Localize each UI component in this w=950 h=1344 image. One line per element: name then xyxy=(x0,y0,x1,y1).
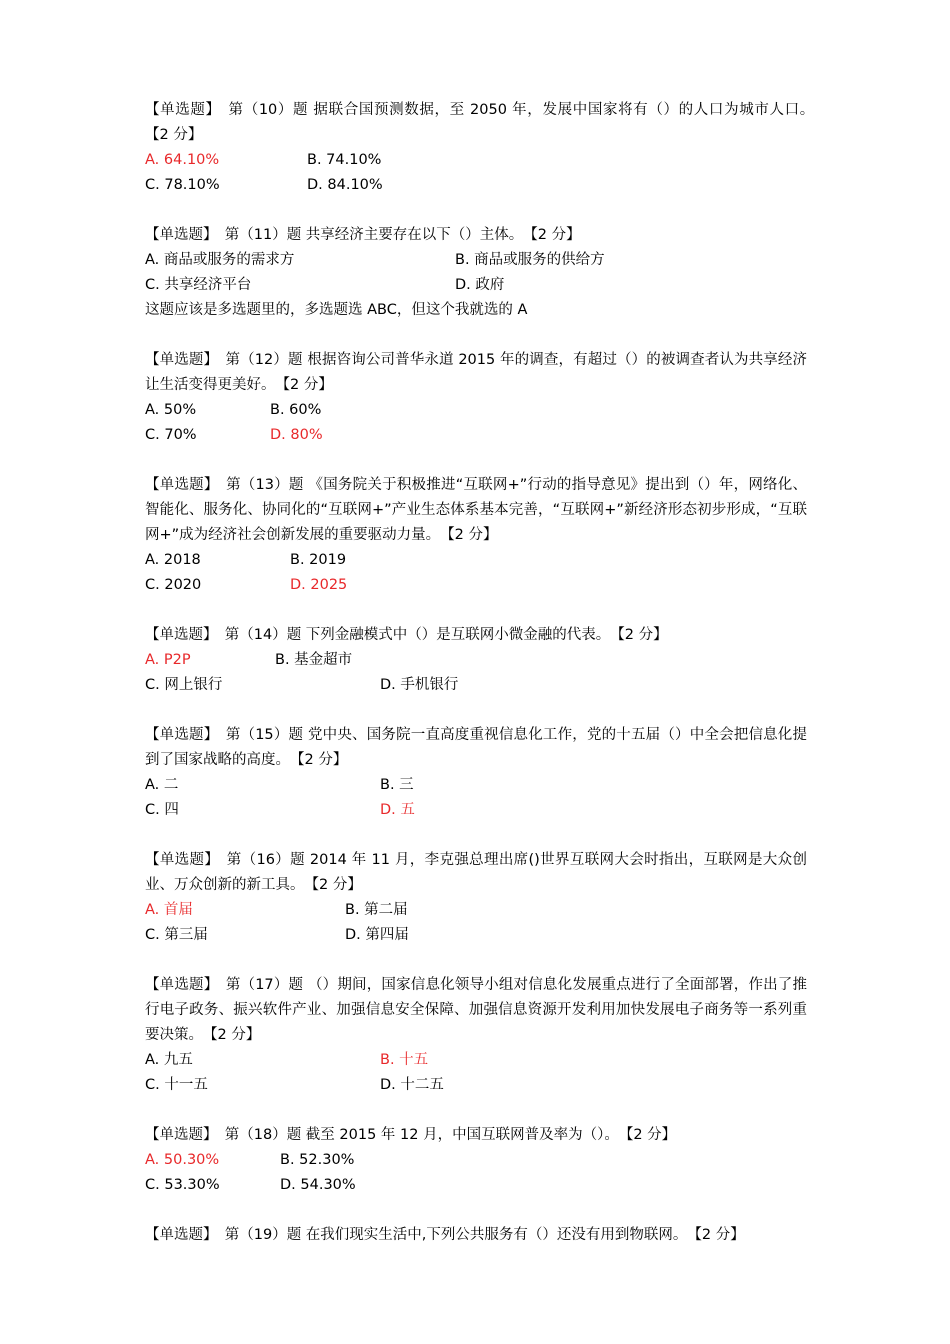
option-row xyxy=(145,798,807,823)
option-b: B. 52.30% xyxy=(280,1152,355,1168)
option-b: B. 十五 xyxy=(380,1052,429,1068)
question-stem: 【单选题】 第（16）题 2014 年 11 月，李克强总理出席()世界互联网大会时指出，互联网是大众创业、万众创新的新工具。 【2 分】 xyxy=(145,852,807,893)
option-d: D. 手机银行 xyxy=(380,677,459,693)
question-stem: 【单选题】 第（14）题 下列金融模式中（）是互联网小微金融的代表。 【2 分】 xyxy=(145,627,668,643)
option-d: D. 54.30% xyxy=(280,1177,356,1193)
option-a: A. 50% xyxy=(145,402,197,418)
option-row xyxy=(145,898,807,923)
option-row xyxy=(145,398,807,423)
option-row xyxy=(145,648,807,673)
option-row xyxy=(145,173,807,198)
question-16 xyxy=(145,848,807,948)
option-c: C. 70% xyxy=(145,427,197,443)
document-page xyxy=(145,98,822,1248)
option-c: C. 53.30% xyxy=(145,1177,220,1193)
question-13 xyxy=(145,473,807,598)
option-a: A. 50.30% xyxy=(145,1152,220,1168)
question-stem: 【单选题】 第（15）题 党中央、国务院一直高度重视信息化工作，党的十五届（）中全会把信息化提到了国家战略的高度。 【2 分】 xyxy=(145,727,807,768)
option-b: B. 2019 xyxy=(290,552,347,568)
option-a: A. 首届 xyxy=(145,902,193,918)
question-10 xyxy=(145,98,822,198)
option-row xyxy=(145,573,807,598)
option-c: C. 2020 xyxy=(145,577,202,593)
question-11 xyxy=(145,223,807,323)
question-stem: 【单选题】 第（11）题 共享经济主要存在以下（）主体。 【2 分】 xyxy=(145,227,581,243)
option-b: B. 第二届 xyxy=(345,902,408,918)
option-c: C. 共享经济平台 xyxy=(145,277,252,293)
option-b: B. 基金超市 xyxy=(275,652,353,668)
option-row xyxy=(145,773,807,798)
option-d: D. 80% xyxy=(270,427,323,443)
option-c: C. 四 xyxy=(145,802,179,818)
option-row xyxy=(145,1173,807,1198)
option-row xyxy=(145,248,807,273)
answer-note: 这题应该是多选题里的，多选题选 ABC，但这个我就选的 A xyxy=(145,302,528,318)
question-stem: 【单选题】 第（12）题 根据咨询公司普华永道 2015 年的调查，有超过（）的被调查者认为共享经济让生活变得更美好。 【2 分】 xyxy=(145,352,807,393)
option-row xyxy=(145,1048,807,1073)
option-b: B. 60% xyxy=(270,402,322,418)
option-d: D. 十二五 xyxy=(380,1077,444,1093)
option-b: B. 三 xyxy=(380,777,414,793)
option-b: B. 商品或服务的供给方 xyxy=(455,252,605,268)
option-a: A. 商品或服务的需求方 xyxy=(145,252,295,268)
question-17 xyxy=(145,973,807,1098)
option-row xyxy=(145,1073,807,1098)
option-row xyxy=(145,273,807,298)
option-c: C. 十一五 xyxy=(145,1077,208,1093)
option-c: C. 网上银行 xyxy=(145,677,223,693)
option-row xyxy=(145,1148,807,1173)
question-stem: 【单选题】 第（13）题 《国务院关于积极推进“互联网+”行动的指导意见》提出到（）年，网络化、智能化、服务化、协同化的“互联网+”产业生态体系基本完善，“互联网+”新经济形态初步形成，“互联网+”成为经济社会创新发展的重要驱动力量。 【2 分】 xyxy=(145,477,807,543)
option-a: A. 二 xyxy=(145,777,179,793)
option-a: A. 2018 xyxy=(145,552,201,568)
question-15 xyxy=(145,723,807,823)
question-19 xyxy=(145,1223,807,1248)
question-14 xyxy=(145,623,807,698)
question-stem: 【单选题】 第（10）题 据联合国预测数据，至 2050 年，发展中国家将有（）的人口为城市人口。 【2 分】 xyxy=(145,102,822,143)
option-row xyxy=(145,548,807,573)
option-d: D. 84.10% xyxy=(307,177,383,193)
question-18 xyxy=(145,1123,807,1198)
option-a: A. 64.10% xyxy=(145,152,220,168)
option-row xyxy=(145,148,807,173)
option-c: C. 78.10% xyxy=(145,177,220,193)
option-a: A. 九五 xyxy=(145,1052,193,1068)
question-12 xyxy=(145,348,807,448)
option-row xyxy=(145,423,807,448)
option-a: A. P2P xyxy=(145,652,191,668)
option-b: B. 74.10% xyxy=(307,152,382,168)
option-row xyxy=(145,673,807,698)
option-d: D. 政府 xyxy=(455,277,505,293)
option-row xyxy=(145,923,807,948)
option-d: D. 2025 xyxy=(290,577,348,593)
option-c: C. 第三届 xyxy=(145,927,208,943)
question-stem: 【单选题】 第（19）题 在我们现实生活中,下列公共服务有（）还没有用到物联网。 【2 分】 xyxy=(145,1227,745,1243)
option-d: D. 第四届 xyxy=(345,927,409,943)
option-d: D. 五 xyxy=(380,802,415,818)
question-stem: 【单选题】 第（17）题 （）期间，国家信息化领导小组对信息化发展重点进行了全面部署，作出了推行电子政务、振兴软件产业、加强信息安全保障、加强信息资源开发利用加快发展电子商务等一系列重要决策。 【2 分】 xyxy=(145,977,807,1043)
question-stem: 【单选题】 第（18）题 截至 2015 年 12 月，中国互联网普及率为（）。 【2 分】 xyxy=(145,1127,677,1143)
